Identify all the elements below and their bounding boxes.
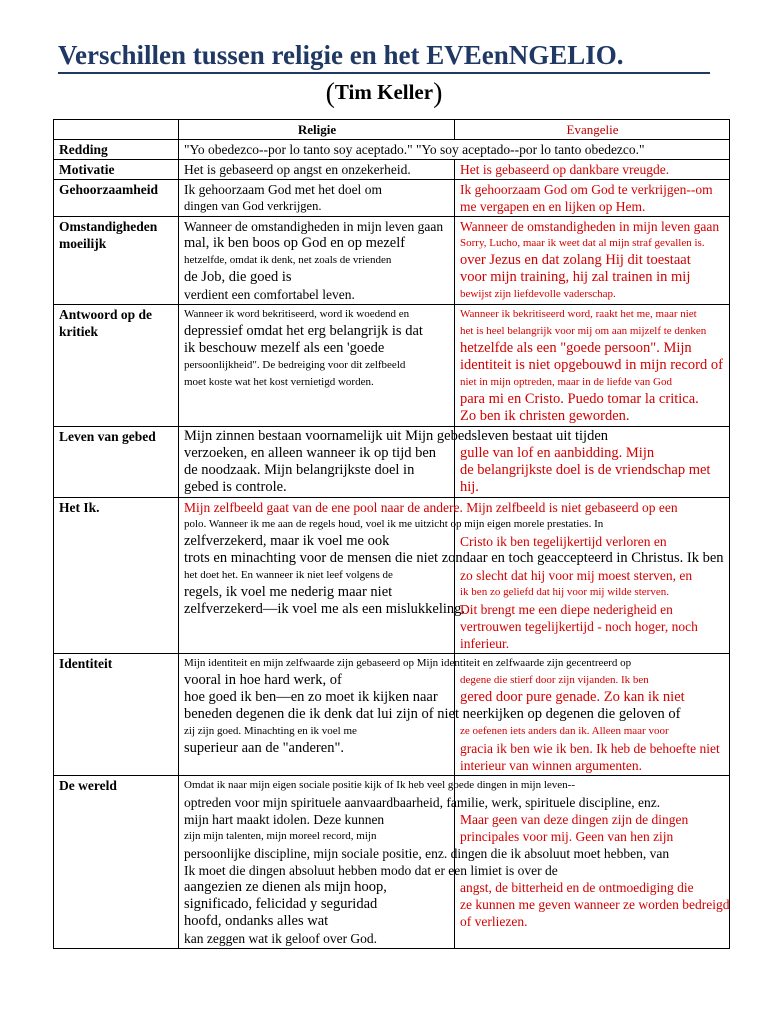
text-line: angst, de bitterheid en de ontmoediging die bbox=[460, 880, 694, 895]
text-line: verdient een comfortabel leven. bbox=[184, 287, 355, 302]
text-line: Wanneer de omstandigheden in mijn leven gaan bbox=[460, 219, 720, 234]
row-label: De wereld bbox=[54, 776, 179, 949]
text-line: polo. Wanneer ik me aan de regels houd, voel ik me uitzicht op mijn eigen morele prestaties. In bbox=[184, 518, 604, 530]
text-line: zo slecht dat hij voor mij moest sterven, en bbox=[460, 568, 693, 583]
text-line: Wanneer de omstandigheden in mijn leven gaan bbox=[184, 219, 444, 234]
text-line: Zo ben ik christen geworden. bbox=[460, 408, 630, 424]
text-line: identiteit is niet opgebouwd in mijn record of bbox=[460, 357, 723, 373]
row-antwoord-kritiek bbox=[54, 305, 730, 427]
header-religie: Religie bbox=[179, 120, 455, 140]
text-line: gebed is controle. bbox=[184, 479, 287, 495]
author-line bbox=[0, 78, 768, 110]
redding-text: "Yo obedezco--por lo tanto soy aceptado." "Yo soy aceptado--por lo tanto obedezco." bbox=[179, 140, 730, 160]
text-line: het is heel belangrijk voor mij om aan mijzelf te denken bbox=[460, 325, 707, 337]
text-line: dingen van God verkrijgen. bbox=[184, 199, 322, 213]
row-redding bbox=[54, 140, 730, 160]
text-line: Omdat ik naar mijn eigen sociale positie kijk of Ik heb veel goede dingen in mijn leven-- bbox=[184, 779, 575, 791]
text-line: aangezien ze dienen als mijn hoop, bbox=[184, 879, 387, 895]
page-title-text: Verschillen tussen religie en het EVEenNGELIO. bbox=[58, 40, 624, 70]
label-line: Omstandigheden bbox=[59, 219, 158, 234]
text-line: verzoeken, en alleen wanneer ik op tijd ben bbox=[184, 445, 437, 461]
close-paren: ) bbox=[433, 78, 443, 109]
text-line: de noodzaak. Mijn belangrijkste doel in bbox=[184, 462, 415, 478]
text-line: ze oefenen iets anders dan ik. Alleen maar voor bbox=[460, 725, 669, 737]
row-gehoorzaamheid bbox=[54, 180, 730, 217]
text-line: Sorry, Lucho, maar ik weet dat al mijn straf gevallen is. bbox=[460, 237, 705, 249]
text-line: het doet het. En wanneer ik niet leef volgens de bbox=[184, 569, 393, 581]
text-line: Ik gehoorzaam God met het doel om bbox=[184, 182, 382, 197]
header-row bbox=[54, 120, 730, 140]
text-line: principales voor mij. Geen van hen zijn bbox=[460, 829, 674, 844]
open-paren: ( bbox=[325, 78, 335, 109]
text-line: ze kunnen me geven wanneer ze worden bedreigd bbox=[460, 897, 730, 912]
row-omstandigheden bbox=[54, 217, 730, 305]
row-identiteit bbox=[54, 654, 730, 776]
text-line: Maar geen van deze dingen zijn de dingen bbox=[460, 812, 689, 827]
text-line: persoonlijkheid". De bedreiging voor dit zelfbeeld bbox=[184, 359, 406, 371]
row-label: Leven van gebed bbox=[54, 427, 179, 498]
text-line: Wanneer ik bekritiseerd word, raakt het me, maar niet bbox=[460, 308, 697, 320]
text-line: Ik gehoorzaam God om God te verkrijgen--om bbox=[460, 182, 713, 197]
header-blank bbox=[54, 120, 179, 140]
text-line: of verliezen. bbox=[460, 914, 528, 929]
text-line: niet in mijn optreden, maar in de liefde van God bbox=[460, 376, 672, 388]
text-line: Ik moet die dingen absoluut hebben modo dat er een limiet is over de bbox=[184, 863, 558, 878]
text-line: depressief omdat het erg belangrijk is dat bbox=[184, 323, 423, 339]
row-motivatie bbox=[54, 160, 730, 180]
text-line: para mi en Cristo. Puedo tomar la critica. bbox=[460, 391, 699, 407]
text-line: degene die stierf door zijn vijanden. Ik ben bbox=[460, 674, 649, 686]
religie-cell bbox=[179, 180, 455, 217]
text-line: kan zeggen wat ik geloof over God. bbox=[184, 931, 378, 946]
text-line: zelfverzekerd—ik voel me als een mislukkeling. bbox=[184, 601, 466, 617]
evangelie-cell bbox=[455, 217, 730, 305]
text-line: superieur aan de "anderen". bbox=[184, 740, 344, 756]
text-line: gulle van lof en aanbidding. Mijn bbox=[460, 445, 655, 461]
text-line: interieur van winnen argumenten. bbox=[460, 758, 642, 773]
text-line: Cristo ik ben tegelijkertijd verloren en bbox=[460, 534, 667, 549]
text-line: zelfverzekerd, maar ik voel me ook bbox=[184, 533, 390, 549]
text-line: vertrouwen tegelijkertijd - noch hoger, noch bbox=[460, 619, 698, 634]
text-line: mal, ik ben boos op God en op mezelf bbox=[184, 235, 406, 251]
evangelie-cell bbox=[455, 180, 730, 217]
text-line: zij zijn goed. Minachting en ik voel me bbox=[184, 725, 357, 737]
evangelie-cell bbox=[455, 305, 730, 427]
author-name: Tim Keller bbox=[334, 80, 434, 104]
text-line: moet koste wat het kost vernietigd worden. bbox=[184, 376, 374, 388]
text-line: regels, ik voel me nederig maar niet bbox=[184, 584, 393, 600]
row-label bbox=[54, 305, 179, 427]
text-line: inferieur. bbox=[460, 636, 510, 651]
row-label: Redding bbox=[54, 140, 179, 160]
row-de-wereld bbox=[54, 776, 730, 949]
text-line: optreden voor mijn spirituele aanvaardbaarheid, familie, werk, spirituele discipline, enz. bbox=[184, 795, 661, 810]
row-label: Identiteit bbox=[54, 654, 179, 776]
text-line: hetzelfde, omdat ik denk, net zoals de vrienden bbox=[184, 254, 392, 266]
text-line: Mijn identiteit en mijn zelfwaarde zijn gebaseerd op Mijn identiteit en zelfwaarde zijn gecentreerd op bbox=[184, 657, 632, 669]
title-underline bbox=[58, 72, 710, 74]
row-label bbox=[54, 217, 179, 305]
row-label: Motivatie bbox=[54, 160, 179, 180]
text-line: de Job, die goed is bbox=[184, 269, 292, 285]
text-line: voor mijn training, hij zal trainen in mij bbox=[460, 269, 691, 285]
comparison-table bbox=[53, 119, 730, 949]
text-line: gracia ik ben wie ik ben. Ik heb de behoefte niet bbox=[460, 741, 720, 756]
text-line: hoe goed ik ben—en zo moet ik kijken naar bbox=[184, 689, 438, 705]
text-line: beneden degenen die ik denk dat lui zijn of niet neerkijken op degenen die geloven of bbox=[184, 706, 681, 722]
evangelie-cell: Het is gebaseerd op dankbare vreugde. bbox=[455, 160, 730, 180]
text-line: ik beschouw mezelf als een 'goede bbox=[184, 340, 385, 356]
text-line: mijn hart maakt idolen. Deze kunnen bbox=[184, 812, 385, 827]
row-gebed bbox=[54, 427, 730, 498]
page-title bbox=[58, 40, 718, 71]
text-line: hoofd, ondanks alles wat bbox=[184, 913, 329, 929]
text-line: ik ben zo geliefd dat hij voor mij wilde sterven. bbox=[460, 586, 669, 598]
row-het-ik bbox=[54, 498, 730, 654]
text-line: hetzelfde als een "goede persoon". Mijn bbox=[460, 340, 692, 356]
text-line: Dit brengt me een diepe nederigheid en bbox=[460, 602, 673, 617]
text-line: vooral in hoe hard werk, of bbox=[184, 672, 342, 688]
label-line: kritiek bbox=[59, 324, 98, 339]
text-line: persoonlijke discipline, mijn sociale positie, enz. dingen die ik absoluut moet hebben, van bbox=[184, 846, 670, 861]
header-evangelie: Evangelie bbox=[455, 120, 730, 140]
text-line: hij. bbox=[460, 479, 479, 495]
text-line: Mijn zinnen bestaan voornamelijk uit Mijn gebedsleven bestaat uit tijden bbox=[184, 428, 609, 444]
text-line: gered door pure genade. Zo kan ik niet bbox=[460, 689, 685, 705]
label-line: moeilijk bbox=[59, 236, 107, 251]
text-line: over Jezus en dat zolang Hij dit toestaat bbox=[460, 252, 691, 268]
text-line: Mijn zelfbeeld gaat van de ene pool naar de andere. Mijn zelfbeeld is niet gebaseerd op een bbox=[184, 500, 678, 515]
text-line: significado, felicidad y seguridad bbox=[184, 896, 378, 912]
text-line: trots en minachting voor de mensen die niet zondaar en toch geaccepteerd in Christus. Ik ben bbox=[184, 550, 724, 566]
text-line: zijn mijn talenten, mijn moreel record, mijn bbox=[184, 830, 377, 842]
text-line: Wanneer ik word bekritiseerd, word ik woedend en bbox=[184, 308, 410, 320]
text-line: me vergapen en en lijken op Hem. bbox=[460, 199, 646, 214]
religie-cell bbox=[179, 217, 455, 305]
row-label: Gehoorzaamheid bbox=[54, 180, 179, 217]
religie-cell: Het is gebaseerd op angst en onzekerheid. bbox=[179, 160, 455, 180]
row-label: Het Ik. bbox=[54, 498, 179, 654]
text-line: de belangrijkste doel is de vriendschap met bbox=[460, 462, 711, 478]
religie-cell bbox=[179, 305, 455, 427]
label-line: Antwoord op de bbox=[59, 307, 153, 322]
text-line: bewijst zijn liefdevolle vaderschap. bbox=[460, 288, 616, 300]
